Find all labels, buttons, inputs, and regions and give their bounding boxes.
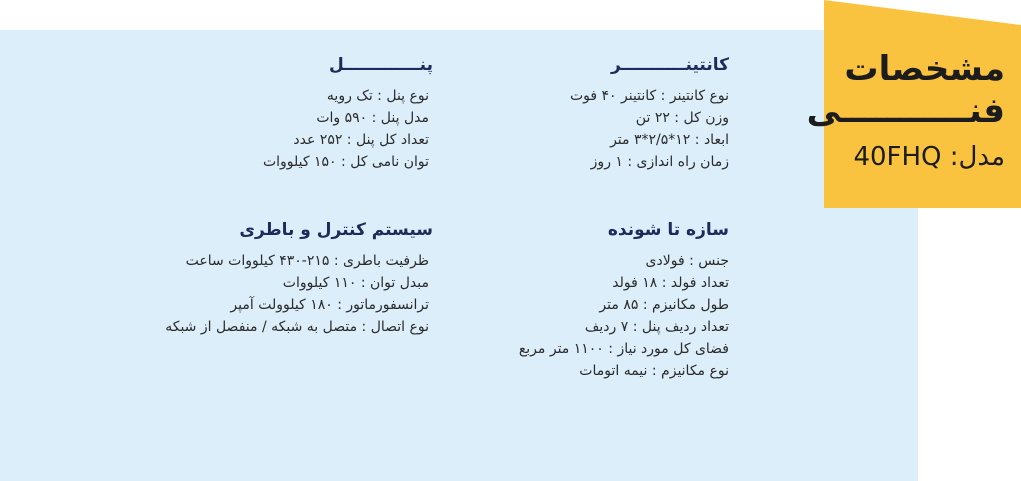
control-line: مبدل توان : ۱۱۰ کیلووات [282, 275, 429, 291]
structure-line: تعداد ردیف پنل : ۷ ردیف [584, 319, 729, 335]
container-line: وزن کل : ۲۲ تن [635, 110, 729, 126]
container-line: ابعاد : ۱۲*۲/۵*۳ متر [610, 132, 729, 148]
badge-title [806, 48, 1005, 132]
container-line: زمان راه اندازی : ۱ روز [590, 154, 729, 170]
spec-panel [0, 30, 918, 481]
structure-line: جنس : فولادی [645, 253, 729, 269]
structure-line: تعداد فولد : ۱۸ فولد [612, 275, 729, 291]
structure-line: طول مکانیزم : ۸۵ متر [599, 297, 729, 313]
control-section [165, 220, 433, 338]
container-title: کانتینـــــــــــر [611, 55, 729, 75]
panel-section [262, 55, 433, 173]
panel-line: نوع پنل : تک رویه [326, 88, 429, 104]
container-line: نوع کانتینر : کانتینر ۴۰ فوت [569, 88, 729, 104]
structure-line: فضای کل مورد نیاز : ۱۱۰۰ متر مربع [518, 341, 729, 357]
structure-line: نوع مکانیزم : نیمه اتومات [579, 363, 729, 379]
model-label: مدل: [949, 142, 1005, 172]
container-section [570, 55, 729, 173]
badge-model [853, 142, 1005, 172]
panel-line: مدل پنل : ۵۹۰ وات [316, 110, 429, 126]
structure-title: سازه تا شونده [607, 220, 729, 240]
panel-line: تعداد کل پنل : ۲۵۲ عدد [293, 132, 429, 148]
panel-title: پنـــــــــــــل [328, 55, 433, 75]
badge-title-line2: فنـــــــــــی [806, 91, 1005, 131]
control-line: ترانسفورماتور : ۱۸۰ کیلوولت آمپر [230, 297, 429, 313]
control-title: سیستم کنترل و باطری [239, 220, 433, 240]
badge-title-line1: مشخصات [844, 49, 1005, 89]
control-line: نوع اتصال : متصل به شبکه / منفصل از شبکه [165, 319, 429, 335]
panel-line: توان نامی کل : ۱۵۰ کیلووات [262, 154, 429, 170]
control-line: ظرفیت باطری : ۲۱۵-۴۳۰ کیلووات ساعت [185, 253, 429, 269]
structure-section [519, 220, 729, 382]
model-value: 40FHQ [853, 142, 942, 172]
